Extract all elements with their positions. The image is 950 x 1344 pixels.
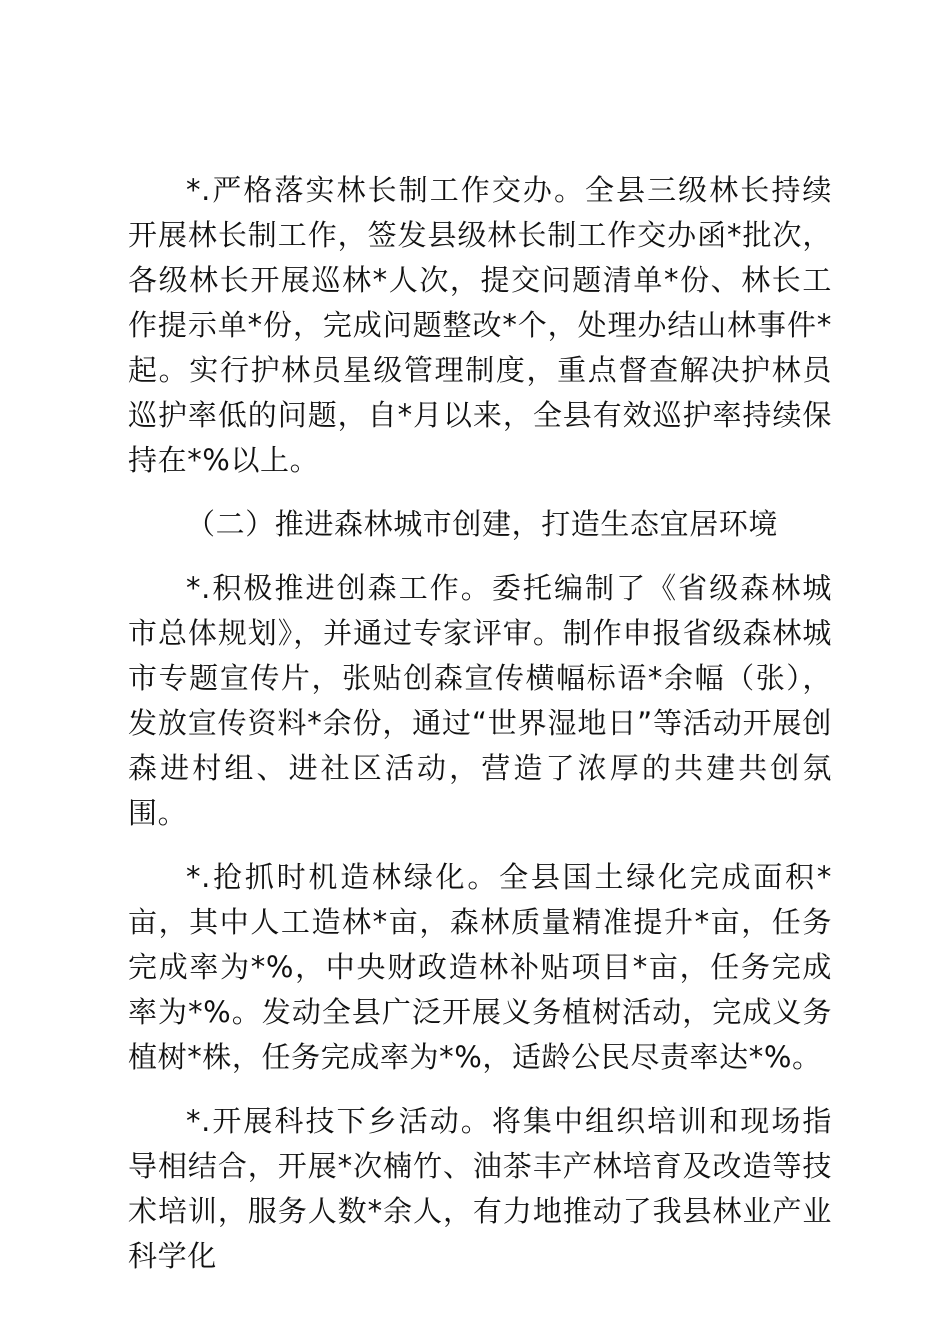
paragraph-forest-city-creation: *.积极推进创森工作。委托编制了《省级森林城市总体规划》，并通过专家评审。制作申报省级森林城市专题宣传片，张贴创森宣传横幅标语*余幅（张），发放宣传资料*余份，通过“世界湿地日”等活动开展创森进村组、进社区活动，营造了浓厚的共建共创氛围。	[128, 571, 832, 830]
paragraph-afforestation: *.抢抓时机造林绿化。全县国土绿化完成面积*亩，其中人工造林*亩，森林质量精准提升*亩，任务完成率为*%，中央财政造林补贴项目*亩，任务完成率为*%。发动全县广泛开展义务植树活动，完成义务植树*株，任务完成率为*%，适龄公民尽责率达*%。	[128, 860, 832, 1074]
paragraph-technology-outreach: *.开展科技下乡活动。将集中组织培训和现场指导相结合，开展*次楠竹、油茶丰产林培育及改造等技术培训，服务人数*余人，有力地推动了我县林业产业科学化	[128, 1104, 832, 1273]
section-heading-forest-city: （二）推进森林城市创建，打造生态宜居环境	[186, 507, 779, 541]
document-body	[128, 168, 832, 1298]
paragraph-forest-chief-system: *.严格落实林长制工作交办。全县三级林长持续开展林长制工作，签发县级林长制工作交办函*批次，各级林长开展巡林*人次，提交问题清单*份、林长工作提示单*份，完成问题整改*个，处理办结山林事件*起。实行护林员星级管理制度，重点督查解决护林员巡护率低的问题，自*月以来，全县有效巡护率持续保持在*%以上。	[128, 173, 832, 477]
